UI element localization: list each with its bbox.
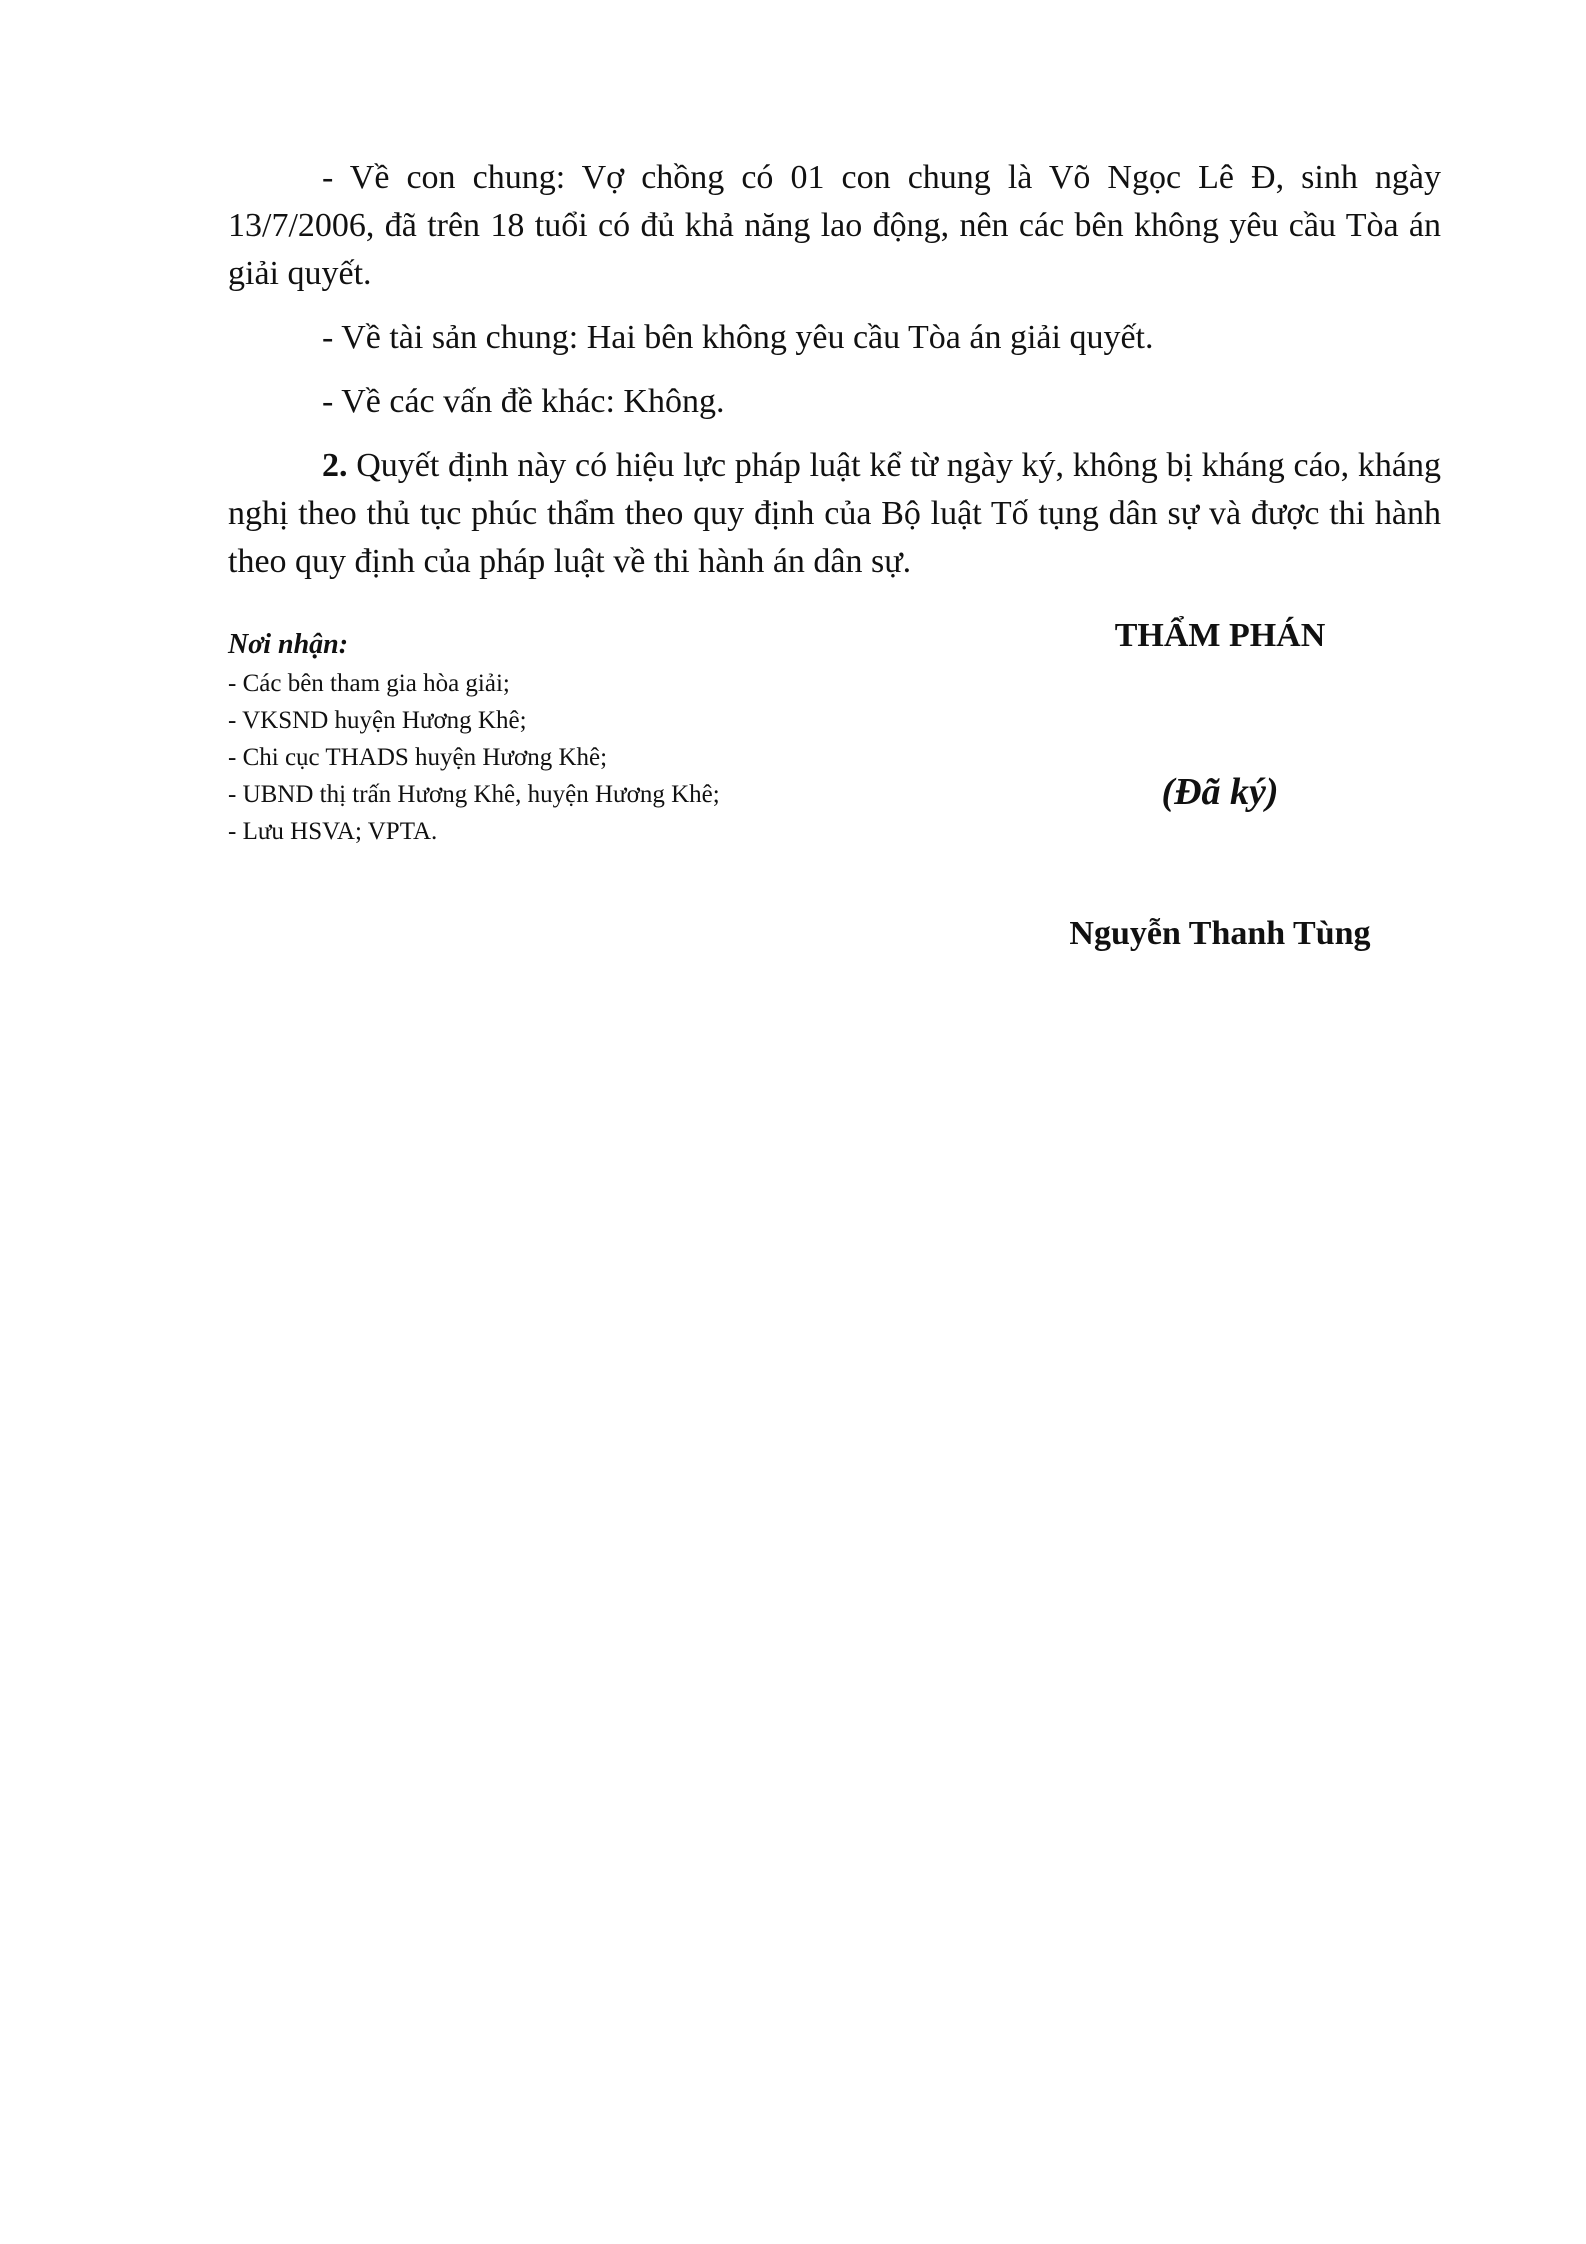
recipient-item: - UBND thị trấn Hương Khê, huyện Hương Khê; xyxy=(228,781,720,808)
signer-name: Nguyễn Thanh Tùng xyxy=(1069,915,1371,952)
paragraph-text: - Về tài sản chung: Hai bên không yêu cầu Tòa án giải quyết. xyxy=(322,319,1154,356)
paragraph-common-property xyxy=(228,314,1441,362)
recipient-item: - Các bên tham gia hòa giải; xyxy=(228,670,510,697)
paragraph-text: - Về con chung: Vợ chồng có 01 con chung là Võ Ngọc Lê Đ, sinh ngày 13/7/2006, đã trên 18 tuổi có đủ khả năng lao động, nên các bên không yêu cầu Tòa án giải quyết. xyxy=(228,159,1441,292)
recipient-item: - Lưu HSVA; VPTA. xyxy=(228,818,438,845)
recipients-heading: Nơi nhận: xyxy=(228,629,349,660)
paragraph-text: Quyết định này có hiệu lực pháp luật kể từ ngày ký, không bị kháng cáo, kháng nghị theo thủ tục phúc thẩm theo quy định của Bộ luật Tố tụng dân sự và được thi hành theo quy định của pháp luật về thi hành án dân sự. xyxy=(228,447,1441,580)
paragraph-legal-effect xyxy=(228,442,1441,586)
paragraph-common-child xyxy=(228,154,1441,298)
signature-block xyxy=(1000,612,1440,958)
signer-title: THẨM PHÁN xyxy=(1114,617,1326,654)
recipient-item: - VKSND huyện Hương Khê; xyxy=(228,707,527,734)
document-body xyxy=(228,154,1441,602)
paragraph-number: 2. xyxy=(322,447,348,484)
signed-mark: (Đã ký) xyxy=(1161,771,1279,813)
recipient-item: - Chi cục THADS huyện Hương Khê; xyxy=(228,744,608,771)
paragraph-other-issues xyxy=(228,378,1441,426)
recipients-block xyxy=(228,625,868,850)
paragraph-text: - Về các vấn đề khác: Không. xyxy=(322,383,725,420)
